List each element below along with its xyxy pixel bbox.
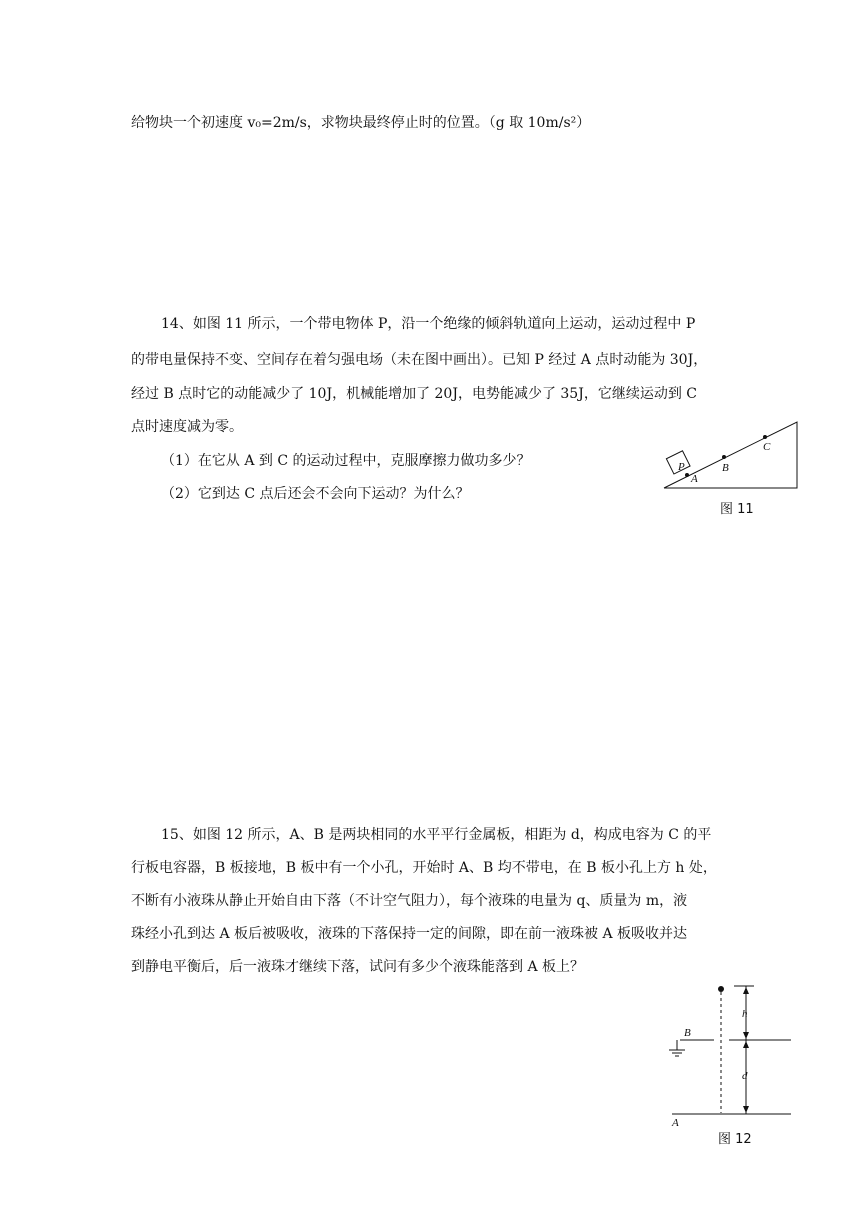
fig12-label-d: d	[742, 1070, 748, 1082]
q14-line-2: 的带电量保持不变、空间存在着匀强电场（未在图中画出）。已知 P 经过 A 点时动能为 30J，	[131, 352, 708, 368]
q15-line-4: 珠经小孔到达 A 板后被吸收，液珠的下落保持一定的间隙，即在前一液珠被 A 板吸收并达	[131, 926, 688, 942]
fig12-label-b: B	[684, 1027, 691, 1039]
q14-subquestion-2: （2）它到达 C 点后还会不会向下运动？为什么？	[161, 486, 470, 502]
problem-13-tail-text: 给物块一个初速度 v₀=2m/s，求物块最终停止时的位置。（g 取 10m/s²）	[131, 115, 591, 131]
q14-line-1: 14、如图 11 所示，一个带电物体 P，沿一个绝缘的倾斜轨道向上运动，运动过程中 P	[161, 316, 696, 332]
fig11-label-a: A	[691, 473, 698, 485]
q14-line-4: 点时速度减为零。	[131, 419, 243, 435]
figure-12-caption: 图 12	[718, 1132, 752, 1147]
figure-11-caption: 图 11	[720, 502, 754, 517]
fig11-label-b: B	[722, 462, 729, 474]
q15-line-3: 不断有小液珠从静止开始自由下落（不计空气阻力），每个液珠的电量为 q、质量为 m，液	[131, 893, 688, 909]
q15-line-1: 15、如图 12 所示，A、B 是两块相同的水平平行金属板，相距为 d，构成电容为 C 的平	[161, 827, 712, 843]
q14-subquestion-1: （1）在它从 A 到 C 的运动过程中，克服摩擦力做功多少？	[161, 453, 531, 469]
q15-line-5: 到静电平衡后，后一液珠才继续下落，试问有多少个液珠能落到 A 板上？	[131, 959, 585, 975]
fig11-label-c: C	[763, 441, 771, 453]
figure-11-incline-diagram	[660, 418, 805, 493]
q14-line-3: 经过 B 点时它的动能减少了 10J，机械能增加了 20J，电势能减少了 35J，它继续运动到 C	[131, 386, 697, 402]
fig12-label-a: A	[672, 1117, 679, 1129]
figure-12-capacitor-diagram	[660, 980, 800, 1130]
q15-line-2: 行板电容器，B 板接地，B 板中有一个小孔，开始时 A、B 均不带电，在 B 板小孔上方 h 处，	[131, 860, 717, 876]
fig12-label-h: h	[742, 1008, 748, 1020]
fig11-label-p: P	[678, 461, 685, 473]
